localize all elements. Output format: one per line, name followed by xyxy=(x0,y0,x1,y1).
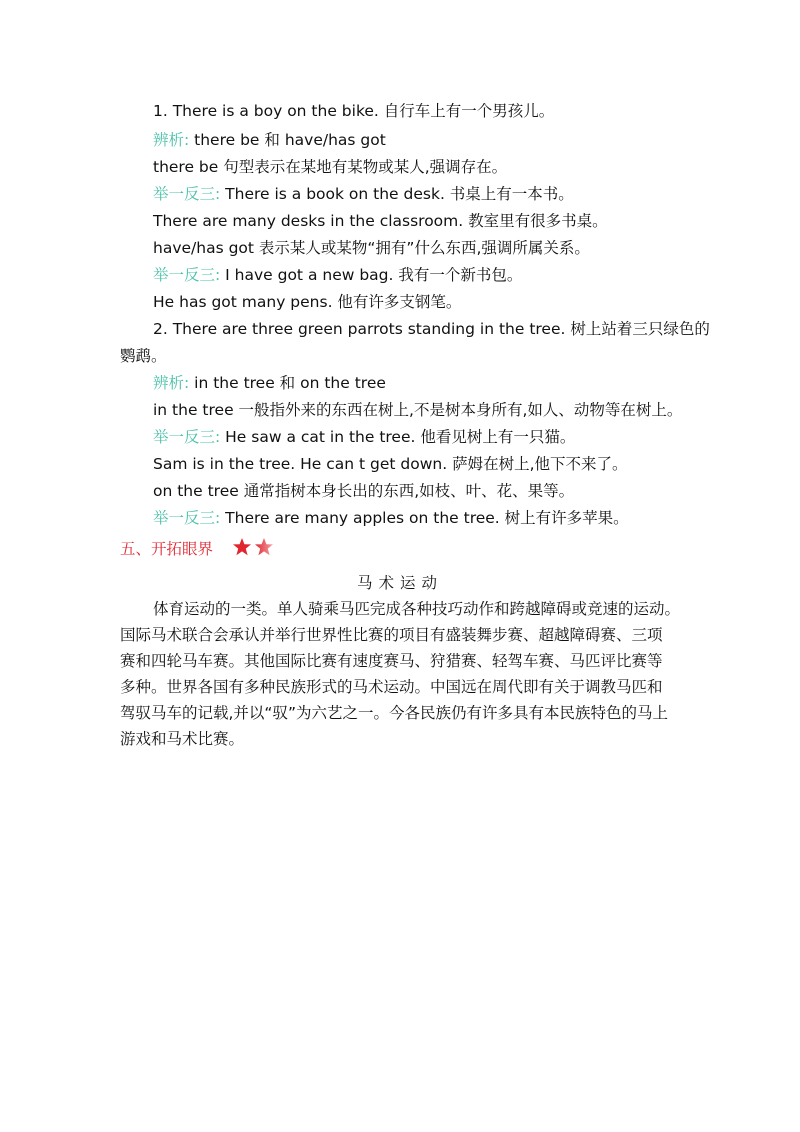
line-text: on the tree 通常指树本身长出的东西,如枝、叶、花、果等。 xyxy=(153,482,575,500)
text-line-6 xyxy=(153,237,590,259)
text-line-1 xyxy=(153,100,554,122)
example-label: 举一反三: xyxy=(153,185,226,203)
article-title: 马术运动 xyxy=(356,574,443,592)
line-text: 1. There is a boy on the bike. 自行车上有一个男孩儿。 xyxy=(153,102,555,120)
analysis-line-1 xyxy=(153,129,386,151)
example-label: 举一反三: xyxy=(153,428,226,446)
rating-stars xyxy=(232,537,276,563)
example-line-3 xyxy=(153,426,575,448)
article-line-5: 驾驭马车的记载,并以“驭”为六艺之一。今各民族仍有许多具有本民族特色的马上 xyxy=(120,704,668,722)
line-text: There are many desks in the classroom. 教室里有很多书桌。 xyxy=(153,212,608,230)
line-text: in the tree 一般指外来的东西在树上,不是树本身所有,如人、动物等在树上。 xyxy=(153,401,683,419)
example-line-1 xyxy=(153,183,574,205)
line-text: I have got a new bag. 我有一个新书包。 xyxy=(225,266,523,284)
line-text: 2. There are three green parrots standing in the tree. 树上站着三只绿色的 xyxy=(153,320,710,338)
text-line-10 xyxy=(120,345,167,367)
article-line-6: 游戏和马术比赛。 xyxy=(120,730,245,748)
line-text: He saw a cat in the tree. 他看见树上有一只猫。 xyxy=(225,428,576,446)
text-line-8 xyxy=(153,291,461,313)
text-line-5 xyxy=(153,210,608,232)
half-star-icon xyxy=(255,538,273,555)
article-line-1: 体育运动的一类。单人骑乘马匹完成各种技巧动作和跨越障碍或竞速的运动。 xyxy=(153,600,681,618)
star-icon xyxy=(233,538,251,555)
line-text: He has got many pens. 他有许多支钢笔。 xyxy=(153,293,462,311)
line-text: There are many apples on the tree. 树上有许多苹果。 xyxy=(225,509,629,527)
example-line-2 xyxy=(153,264,522,286)
analysis-label: 辨析: xyxy=(153,131,195,149)
article-line-4: 多种。世界各国有多种民族形式的马术运动。中国远在周代即有关于调教马匹和 xyxy=(120,678,663,696)
article-line-3: 赛和四轮马车赛。其他国际比赛有速度赛马、狩猎赛、轻驾车赛、马匹评比赛等 xyxy=(120,652,663,670)
section-title: 五、开拓眼界 xyxy=(120,540,214,558)
analysis-label: 辨析: xyxy=(153,374,195,392)
line-text: Sam is in the tree. He can t get down. 萨姆在树上,他下不来了。 xyxy=(153,455,628,473)
line-text: there be 和 have/has got xyxy=(194,131,386,149)
analysis-line-2 xyxy=(153,372,386,394)
text-line-15 xyxy=(153,480,574,502)
section-heading xyxy=(120,537,276,563)
star-rating-icon xyxy=(232,537,276,557)
example-label: 举一反三: xyxy=(153,266,226,284)
line-text: there be 句型表示在某地有某物或某人,强调存在。 xyxy=(153,158,508,176)
line-text: 鹦鹉。 xyxy=(120,347,167,365)
line-text: have/has got 表示某人或某物“拥有”什么东西,强调所属关系。 xyxy=(153,239,590,257)
example-label: 举一反三: xyxy=(153,509,226,527)
example-line-4 xyxy=(153,507,629,529)
text-line-3 xyxy=(153,156,507,178)
text-line-12 xyxy=(153,399,682,421)
line-text: There is a book on the desk. 书桌上有一本书。 xyxy=(225,185,574,203)
article-line-2: 国际马术联合会承认并举行世界性比赛的项目有盛装舞步赛、超越障碍赛、三项 xyxy=(120,626,663,644)
text-line-14 xyxy=(153,453,628,475)
text-line-9 xyxy=(153,318,710,340)
line-text: in the tree 和 on the tree xyxy=(194,374,386,392)
